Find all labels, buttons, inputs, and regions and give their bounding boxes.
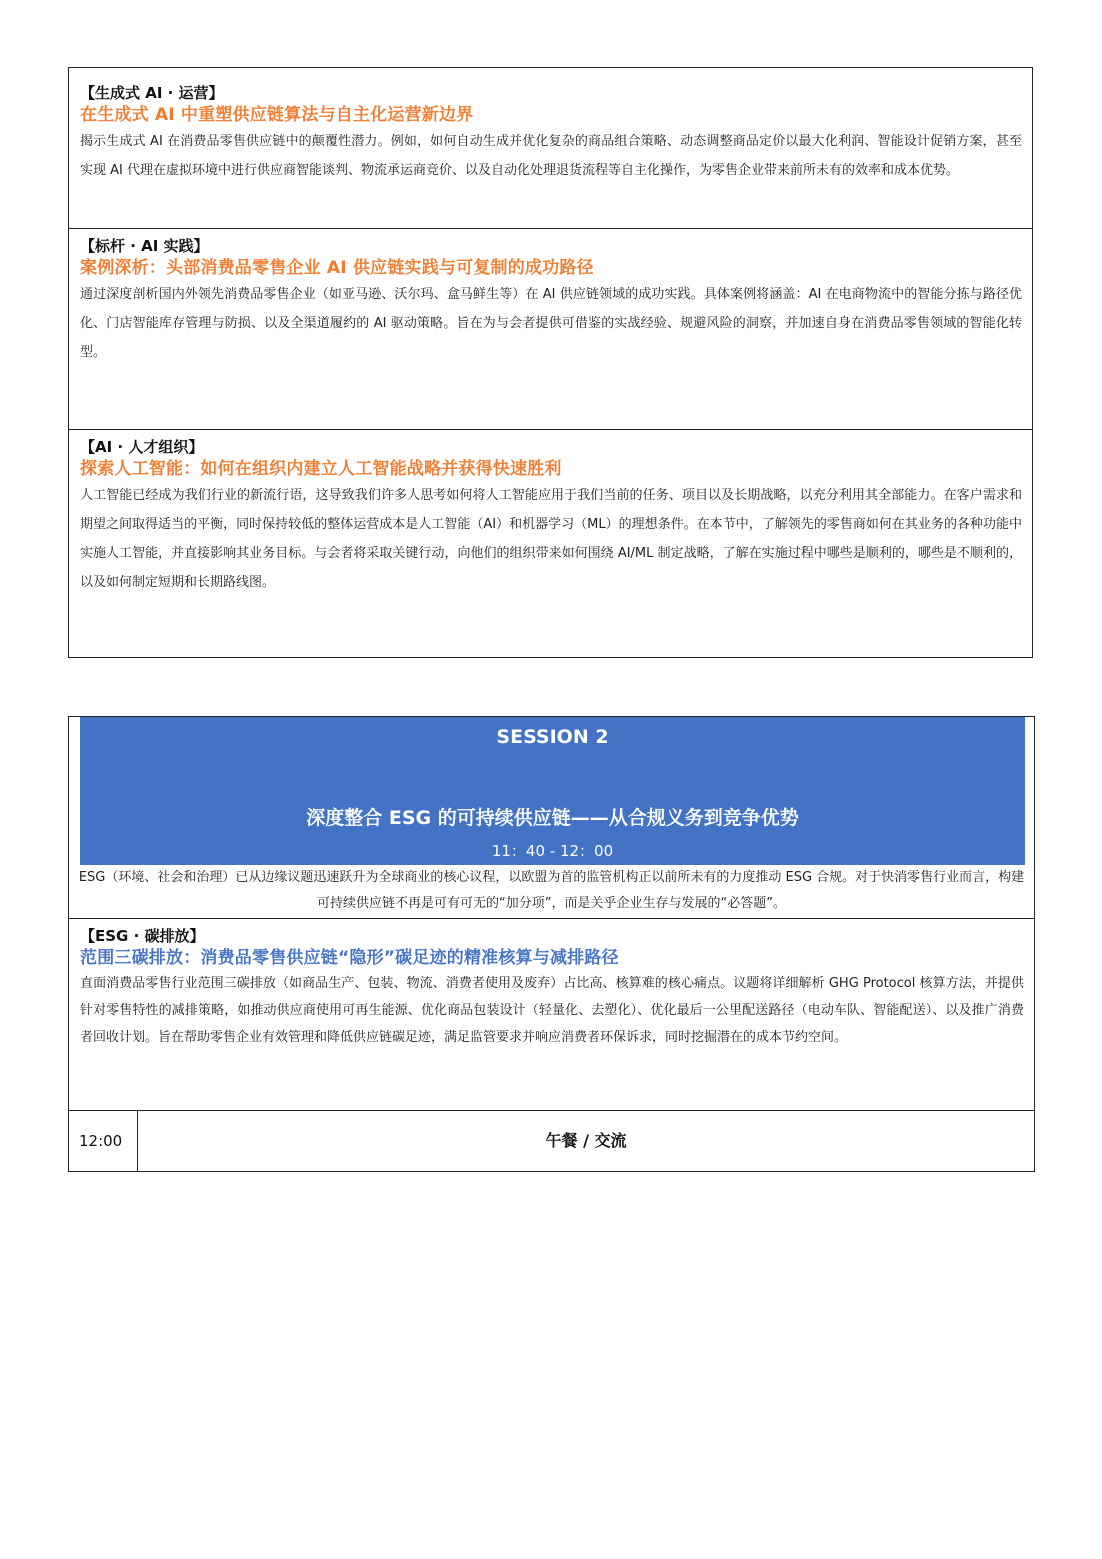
topic-description: 揭示生成式 AI 在消费品零售供应链中的颠覆性潜力。例如，如何自动生成并优化复杂的商品组合策略、动态调整商品定价以最大化利润、智能设计促销方案，甚至实现 AI 代理在虚拟环境中进行供应商智能谈判、物流承运商竞价、以及自动化处理退货流程等自主化操作，为零售企业带来前所未有的效率和成本优势。	[80, 134, 1022, 178]
session-time: 11：40 - 12：00	[491, 842, 614, 860]
session-intro: ESG（环境、社会和治理）已从边缘议题迅速跃升为全球商业的核心议程，以欧盟为首的监管机构正以前所未有的力度推动 ESG 合规。对于快消零售行业而言，构建可持续供应链不再是可有可无的“加分项”，而是关乎企业生存与发展的“必答题”。	[69, 865, 1034, 919]
topic-tag: 【AI · 人才组织】	[80, 438, 204, 456]
agenda-table-session-1	[68, 67, 1033, 658]
topic-heading: 案例深析：头部消费品零售企业 AI 供应链实践与可复制的成功路径	[80, 258, 594, 278]
topic-tag: 【标杆 · AI 实践】	[80, 237, 209, 255]
lunch-event: 午餐 / 交流	[545, 1131, 627, 1150]
session-title: 深度整合 ESG 的可持续供应链——从合规义务到竞争优势	[306, 807, 799, 829]
agenda-table-session-2	[68, 716, 1035, 1172]
lunch-time: 12:00	[69, 1111, 138, 1171]
agenda-item-ai-talent	[69, 430, 1032, 659]
topic-heading: 在生成式 AI 中重塑供应链算法与自主化运营新边界	[80, 105, 474, 125]
agenda-item-esg-carbon	[69, 919, 1034, 1111]
topic-tag: 【ESG · 碳排放】	[80, 927, 205, 945]
topic-description: 直面消费品零售行业范围三碳排放（如商品生产、包装、物流、消费者使用及废弃）占比高、核算难的核心痛点。议题将详细解析 GHG Protocol 核算方法，并提供针对零售特性的减排策略，如推动供应商使用可再生能源、优化商品包装设计（轻量化、去塑化）、优化最后一公里配送路径（电动车队、智能配送）、以及推广消费者回收计划。旨在帮助零售企业有效管理和降低供应链碳足迹，满足监管要求并响应消费者环保诉求，同时挖掘潜在的成本节约空间。	[80, 976, 1024, 1045]
topic-description: 人工智能已经成为我们行业的新流行语，这导致我们许多人思考如何将人工智能应用于我们当前的任务、项目以及长期战略，以充分利用其全部能力。在客户需求和期望之间取得适当的平衡，同时保持较低的整体运营成本是人工智能（AI）和机器学习（ML）的理想条件。在本节中，了解领先的零售商如何在其业务的各种功能中实施人工智能，并直接影响其业务目标。与会者将采取关键行动，向他们的组织带来如何围绕 AI/ML 制定战略，了解在实施过程中哪些是顺利的，哪些是不顺利的，以及如何制定短期和长期路线图。	[80, 488, 1022, 590]
lunch-row	[69, 1111, 1034, 1171]
session-banner	[80, 717, 1025, 865]
session-label: SESSION 2	[496, 726, 609, 748]
topic-heading: 探索人工智能：如何在组织内建立人工智能战略并获得快速胜利	[80, 459, 562, 479]
topic-tag: 【生成式 AI · 运营】	[80, 84, 224, 102]
topic-description: 通过深度剖析国内外领先消费品零售企业（如亚马逊、沃尔玛、盒马鲜生等）在 AI 供应链领域的成功实践。具体案例将涵盖：AI 在电商物流中的智能分拣与路径优化、门店智能库存管理与防损、以及全渠道履约的 AI 驱动策略。旨在为与会者提供可借鉴的实战经验、规避风险的洞察，并加速自身在消费品零售领域的智能化转型。	[80, 287, 1022, 360]
topic-heading: 范围三碳排放：消费品零售供应链“隐形”碳足迹的精准核算与减排路径	[80, 948, 619, 968]
agenda-item-benchmark	[69, 229, 1032, 430]
agenda-item-generative-ai	[69, 68, 1032, 229]
